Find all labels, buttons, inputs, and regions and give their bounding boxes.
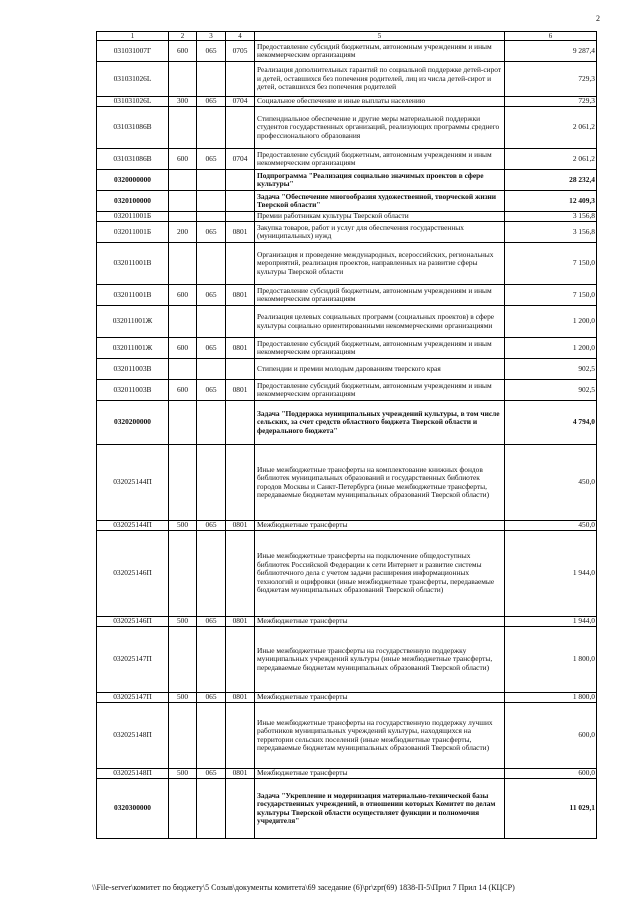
description-cell: Межбюджетные трансферты xyxy=(255,521,505,531)
table-row xyxy=(97,212,597,222)
grbs-cell xyxy=(197,62,226,97)
table-row xyxy=(97,779,597,839)
amount-cell: 1 944,0 xyxy=(505,531,597,617)
vr-cell xyxy=(169,306,197,338)
grbs-cell xyxy=(197,531,226,617)
amount-cell: 11 029,1 xyxy=(505,779,597,839)
code-cell: 032011003В xyxy=(97,359,169,380)
table-row xyxy=(97,627,597,693)
rzpr-cell xyxy=(226,531,255,617)
vr-cell: 300 xyxy=(169,97,197,107)
rzpr-cell xyxy=(226,191,255,212)
table-row xyxy=(97,445,597,521)
description-cell: Стипендиальное обеспечение и другие меры материальной поддержки студентов государственных организаций, реализующих программы среднего профессионального образования xyxy=(255,107,505,149)
code-cell: 0320300000 xyxy=(97,779,169,839)
description-cell: Реализация целевых социальных программ (социальных проектов) в сфере культуры социально ориентированными некоммерческими организациями xyxy=(255,306,505,338)
amount-cell: 3 156,8 xyxy=(505,212,597,222)
amount-cell: 729,3 xyxy=(505,62,597,97)
amount-cell: 1 200,0 xyxy=(505,338,597,359)
vr-cell: 500 xyxy=(169,521,197,531)
header-cell: 6 xyxy=(505,32,597,41)
description-cell: Задача "Укрепление и модернизация материально-технической базы государственных учреждений, в отношении которых Комитет по делам культуры Тверской области осуществляет функции и полномочия учредителя" xyxy=(255,779,505,839)
vr-cell xyxy=(169,243,197,285)
amount-cell: 902,5 xyxy=(505,359,597,380)
amount-cell: 1 800,0 xyxy=(505,627,597,693)
code-cell: 031031086В xyxy=(97,107,169,149)
rzpr-cell xyxy=(226,401,255,445)
vr-cell xyxy=(169,170,197,191)
description-cell: Задача "Обеспечение многообразия художественной, творческой жизни Тверской области" xyxy=(255,191,505,212)
header-cell: 4 xyxy=(226,32,255,41)
grbs-cell: 065 xyxy=(197,41,226,62)
table-row xyxy=(97,191,597,212)
rzpr-cell xyxy=(226,212,255,222)
table-row xyxy=(97,401,597,445)
code-cell: 0320200000 xyxy=(97,401,169,445)
amount-cell: 2 061,2 xyxy=(505,107,597,149)
table-row xyxy=(97,338,597,359)
vr-cell: 500 xyxy=(169,769,197,779)
grbs-cell xyxy=(197,243,226,285)
description-cell: Межбюджетные трансферты xyxy=(255,693,505,703)
description-cell: Межбюджетные трансферты xyxy=(255,769,505,779)
grbs-cell: 065 xyxy=(197,222,226,243)
rzpr-cell xyxy=(226,779,255,839)
budget-table xyxy=(96,31,597,839)
code-cell: 032011001В xyxy=(97,243,169,285)
table-row xyxy=(97,107,597,149)
vr-cell: 600 xyxy=(169,149,197,170)
table-row xyxy=(97,531,597,617)
description-cell: Иные межбюджетные трансферты на комплектование книжных фондов библиотек муниципальных образований и государственных библиотек городов Москвы и Санкт-Петербурга (иные межбюджетные трансферты, передаваемые бюджетам муниципальных образований Тверской области) xyxy=(255,445,505,521)
rzpr-cell xyxy=(226,243,255,285)
table-row xyxy=(97,62,597,97)
amount-cell: 1 800,0 xyxy=(505,693,597,703)
grbs-cell: 065 xyxy=(197,769,226,779)
amount-cell: 450,0 xyxy=(505,521,597,531)
vr-cell: 600 xyxy=(169,285,197,306)
code-cell: 031031026L xyxy=(97,97,169,107)
amount-cell: 28 232,4 xyxy=(505,170,597,191)
grbs-cell: 065 xyxy=(197,338,226,359)
rzpr-cell: 0801 xyxy=(226,769,255,779)
code-cell: 031031026L xyxy=(97,62,169,97)
table-row xyxy=(97,243,597,285)
page-number: 2 xyxy=(596,14,600,23)
vr-cell: 600 xyxy=(169,380,197,401)
table-row xyxy=(97,170,597,191)
grbs-cell xyxy=(197,627,226,693)
code-cell: 032011001Б xyxy=(97,212,169,222)
vr-cell: 600 xyxy=(169,338,197,359)
grbs-cell xyxy=(197,170,226,191)
rzpr-cell: 0704 xyxy=(226,97,255,107)
code-cell: 032011001Б xyxy=(97,222,169,243)
rzpr-cell xyxy=(226,107,255,149)
description-cell: Премии работникам культуры Тверской области xyxy=(255,212,505,222)
grbs-cell: 065 xyxy=(197,617,226,627)
code-cell: 031031086В xyxy=(97,149,169,170)
description-cell: Предоставление субсидий бюджетным, автономным учреждениям и иным некоммерческим организациям xyxy=(255,41,505,62)
rzpr-cell xyxy=(226,445,255,521)
vr-cell xyxy=(169,779,197,839)
code-cell: 032025146П xyxy=(97,531,169,617)
amount-cell: 7 150,0 xyxy=(505,243,597,285)
vr-cell: 500 xyxy=(169,617,197,627)
rzpr-cell: 0801 xyxy=(226,338,255,359)
grbs-cell: 065 xyxy=(197,521,226,531)
table-row xyxy=(97,285,597,306)
vr-cell xyxy=(169,62,197,97)
description-cell: Организация и проведение международных, всероссийских, региональных мероприятий, реализация проектов, направленных на развитие сферы культуры Тверской области xyxy=(255,243,505,285)
table-row xyxy=(97,359,597,380)
amount-cell: 4 794,0 xyxy=(505,401,597,445)
table-row xyxy=(97,769,597,779)
description-cell: Межбюджетные трансферты xyxy=(255,617,505,627)
amount-cell: 3 156,8 xyxy=(505,222,597,243)
grbs-cell xyxy=(197,107,226,149)
code-cell: 032025148П xyxy=(97,769,169,779)
code-cell: 032011003В xyxy=(97,380,169,401)
amount-cell: 600,0 xyxy=(505,703,597,769)
vr-cell xyxy=(169,531,197,617)
description-cell: Закупка товаров, работ и услуг для обеспечения государственных (муниципальных) нужд xyxy=(255,222,505,243)
table-row xyxy=(97,222,597,243)
description-cell: Иные межбюджетные трансферты на государственную поддержку лучших работников муниципальных учреждений культуры, находящихся на территории сельских поселений (иные межбюджетные трансферты, передаваемые бюджетам муниципальных образований Тверской области) xyxy=(255,703,505,769)
rzpr-cell: 0704 xyxy=(226,149,255,170)
rzpr-cell: 0801 xyxy=(226,521,255,531)
header-cell: 3 xyxy=(197,32,226,41)
grbs-cell: 065 xyxy=(197,285,226,306)
description-cell: Социальное обеспечение и иные выплаты населению xyxy=(255,97,505,107)
amount-cell: 600,0 xyxy=(505,769,597,779)
code-cell: 032011001Ж xyxy=(97,306,169,338)
rzpr-cell xyxy=(226,359,255,380)
rzpr-cell xyxy=(226,703,255,769)
table-row xyxy=(97,149,597,170)
header-cell: 5 xyxy=(255,32,505,41)
table-body xyxy=(97,32,597,839)
description-cell: Подпрограмма "Реализация социально значимых проектов в сфере культуры" xyxy=(255,170,505,191)
code-cell: 032011001Ж xyxy=(97,338,169,359)
grbs-cell xyxy=(197,779,226,839)
rzpr-cell: 0801 xyxy=(226,380,255,401)
description-cell: Иные межбюджетные трансферты на государственную поддержку муниципальных учреждений культуры (иные межбюджетные трансферты, передаваемые бюджетам муниципальных образований Тверской области) xyxy=(255,627,505,693)
header-cell: 1 xyxy=(97,32,169,41)
amount-cell: 2 061,2 xyxy=(505,149,597,170)
grbs-cell: 065 xyxy=(197,693,226,703)
table-row xyxy=(97,97,597,107)
rzpr-cell: 0801 xyxy=(226,693,255,703)
amount-cell: 450,0 xyxy=(505,445,597,521)
code-cell: 032025144П xyxy=(97,445,169,521)
rzpr-cell xyxy=(226,306,255,338)
description-cell: Предоставление субсидий бюджетным, автономным учреждениям и иным некоммерческим организациям xyxy=(255,338,505,359)
amount-cell: 7 150,0 xyxy=(505,285,597,306)
grbs-cell xyxy=(197,401,226,445)
table-row xyxy=(97,41,597,62)
rzpr-cell: 0801 xyxy=(226,285,255,306)
code-cell: 032025144П xyxy=(97,521,169,531)
vr-cell xyxy=(169,212,197,222)
amount-cell: 12 409,3 xyxy=(505,191,597,212)
table-row xyxy=(97,617,597,627)
rzpr-cell: 0705 xyxy=(226,41,255,62)
description-cell: Предоставление субсидий бюджетным, автономным учреждениям и иным некоммерческим организациям xyxy=(255,380,505,401)
amount-cell: 1 944,0 xyxy=(505,617,597,627)
description-cell: Иные межбюджетные трансферты на подключение общедоступных библиотек Российской Федерации к сети Интернет и развитие системы библиотечного дела с учетом задачи расширения информационных технологий и оцифровки (иные межбюджетные трансферты, передаваемые бюджетам муниципальных образований Тверской области) xyxy=(255,531,505,617)
description-cell: Предоставление субсидий бюджетным, автономным учреждениям и иным некоммерческим организациям xyxy=(255,285,505,306)
grbs-cell xyxy=(197,445,226,521)
description-cell: Стипендии и премии молодым дарованиям тверского края xyxy=(255,359,505,380)
description-cell: Реализация дополнительных гарантий по социальной поддержке детей-сирот и детей, оставшихся без попечения родителей, лиц из числа детей-сирот и детей, оставшихся без попечения родителей xyxy=(255,62,505,97)
description-cell: Предоставление субсидий бюджетным, автономным учреждениям и иным некоммерческим организациям xyxy=(255,149,505,170)
grbs-cell xyxy=(197,359,226,380)
footer-file-path: \\File-server\комитет по бюджету\5 Созыв\документы комитета\69 заседание (6)\pr\zpr(69) 1838-П-5\Прил 7 Прил 14 (КЦСР) xyxy=(92,883,515,892)
vr-cell xyxy=(169,359,197,380)
header-cell: 2 xyxy=(169,32,197,41)
code-cell: 031031007Г xyxy=(97,41,169,62)
rzpr-cell: 0801 xyxy=(226,222,255,243)
code-cell: 032025146П xyxy=(97,617,169,627)
code-cell: 032025147П xyxy=(97,693,169,703)
vr-cell xyxy=(169,107,197,149)
code-cell: 032025147П xyxy=(97,627,169,693)
grbs-cell xyxy=(197,306,226,338)
table-row xyxy=(97,521,597,531)
grbs-cell xyxy=(197,703,226,769)
amount-cell: 9 287,4 xyxy=(505,41,597,62)
code-cell: 0320100000 xyxy=(97,191,169,212)
grbs-cell xyxy=(197,191,226,212)
vr-cell xyxy=(169,401,197,445)
vr-cell: 500 xyxy=(169,693,197,703)
grbs-cell: 065 xyxy=(197,97,226,107)
rzpr-cell xyxy=(226,170,255,191)
amount-cell: 729,3 xyxy=(505,97,597,107)
table-header-row xyxy=(97,32,597,41)
vr-cell xyxy=(169,191,197,212)
table-row xyxy=(97,703,597,769)
table-row xyxy=(97,693,597,703)
vr-cell: 600 xyxy=(169,41,197,62)
table-row xyxy=(97,380,597,401)
rzpr-cell xyxy=(226,62,255,97)
grbs-cell: 065 xyxy=(197,380,226,401)
table-row xyxy=(97,306,597,338)
code-cell: 0320000000 xyxy=(97,170,169,191)
amount-cell: 902,5 xyxy=(505,380,597,401)
vr-cell xyxy=(169,703,197,769)
vr-cell: 200 xyxy=(169,222,197,243)
code-cell: 032025148П xyxy=(97,703,169,769)
grbs-cell: 065 xyxy=(197,149,226,170)
rzpr-cell: 0801 xyxy=(226,617,255,627)
grbs-cell xyxy=(197,212,226,222)
code-cell: 032011001В xyxy=(97,285,169,306)
vr-cell xyxy=(169,627,197,693)
vr-cell xyxy=(169,445,197,521)
rzpr-cell xyxy=(226,627,255,693)
description-cell: Задача "Поддержка муниципальных учреждений культуры, в том числе сельских, за счет средств областного бюджета Тверской области и федерального бюджета" xyxy=(255,401,505,445)
amount-cell: 1 200,0 xyxy=(505,306,597,338)
